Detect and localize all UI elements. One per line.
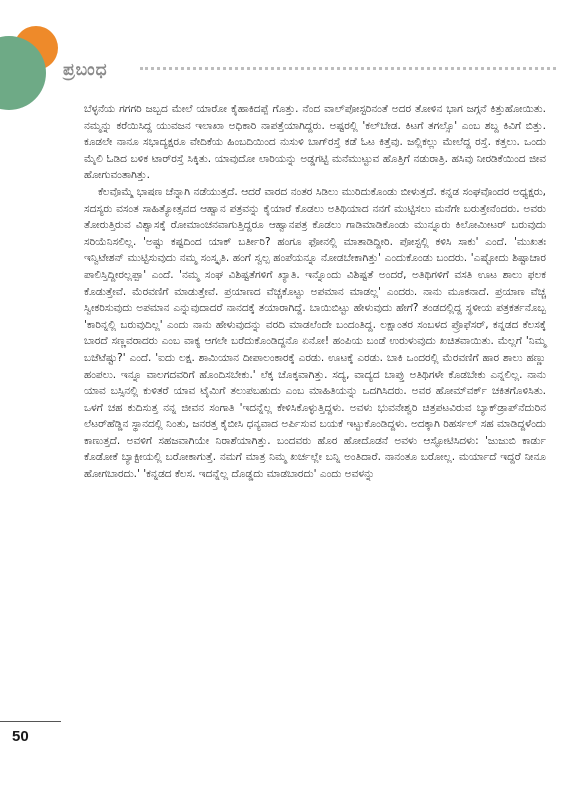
page-number-rule	[0, 721, 61, 722]
page-number: 50	[12, 728, 29, 745]
article-body	[84, 101, 546, 483]
header-dotted-rule	[140, 67, 556, 70]
article-paragraph-1: ಬೆಳ್ಳನೆಯ ಗಗಗರಿ ಜಬ್ಬದ ಮೇಲೆ ಯಾರೋ ಕೈಹಾಕಿದಪ್ಪೆ ಗೊತ್ತು. ನೆಂದ ವಾಲ್‌ಪೋಸ್ಟರಿನಂತೆ ಅದರ ತೋಳಿನ ಭಾಗ ಜಗ್ಗನೆ ಕಿತ್ತುಹೋಯಿತು. ನಮ್ಮನ್ನು ಕರೆಯಿಸಿದ್ದ ಯುವಜನ ಇಲಾಖಾ ಅಧಿಕಾರಿ ನಾಪತ್ತೆಯಾಗಿದ್ದರು. ಅಷ್ಟರಲ್ಲಿ 'ಕಲ್‌ಬೇಡ. ಕಿಟಗೆ ತಗಲ್ಸೊ' ಎಂಬ ಶಬ್ದ ಕಿವಿಗೆ ಬಿತ್ತು. ಕೂಡಲೇ ನಾನೂ ಸಭಾದ್ಯಕ್ಷರೂ ವೇದಿಕೆಯ ಹಿಂಬದಿಯಿಂದ ನುಸುಳಿ ಬಾಗ್‌ರಸ್ತೆ ಕಡೆ ಓಟ ಕಿತ್ತೆವು. ಜಲ್ಲಿಕಲ್ಲು ಮೇಲೆದ್ದ ರಸ್ತೆ. ಕತ್ತಲು. ಒಂದು ಮೈಲಿ ಓಡಿದ ಬಳಿಕ ಟಾರ್‌ರಸ್ತೆ ಸಿಕ್ಕಿತು. ಯಾವುದೋ ಲಾರಿಯನ್ನು ಅಡ್ಡಗಟ್ಟಿ ಮನೆಮುಟ್ಟುವ ಹೊತ್ತಿಗೆ ನಡುರಾತ್ರಿ. ಹಸಿವು ನೀರಡಿಕೆಯಿಂದ ಜೀವ ಹೋಗುವಂತಾಗಿತ್ತು.	[84, 103, 546, 182]
article-paragraph-2: ಕೆಲವೊಮ್ಮೆ ಭಾಷಣ ಚೆನ್ನಾಗಿ ನಡೆಯುತ್ತದೆ. ಆದರೆ ವಾರದ ನಂತರ ಸಿಡಿಲು ಮುರಿದುಕೊಂಡು ಬೀಳುತ್ತದೆ. ಕನ್ನಡ ಸಂಘವೊಂದರ ಅಧ್ಯಕ್ಷರು, ಸದಸ್ಯರು ವಸಂತ ಸಾಹಿತ್ಯೋತ್ಸವದ ಆಹ್ವಾನ ಪತ್ರವನ್ನು ಕೈಯಾರೆ ಕೊಡಲು ಅತಿಥಿಯಾದ ನನಗೆ ಮುಟ್ಟಿಸಲು ಮನೆಗೇ ಬರುತ್ತೇನೆಂದರು. ಅವರು ತೋರುತ್ತಿರುವ ವಿಶ್ವಾಸಕ್ಕೆ ರೋಮಾಂಚನವಾಗುತ್ತಿದ್ದರೂ ಆಹ್ವಾನಪತ್ರ ಕೊಡಲು ಗಾಡಿಮಾಡಿಕೊಂಡು ಮುನ್ನೂರು ಕಿಲೋಮೀಟರ್ ಬರುವುದು ಸರಿಯೆನಿಸಲಿಲ್ಲ. 'ಅಷ್ಟು ಕಷ್ಟದಿಂದ ಯಾಕ್ ಬರ್ತೀರಿ? ಹಂಗೂ ಫೋನಲ್ಲಿ ಮಾತಾಡಿದ್ದೀರಿ. ಪೋಸ್ಟಲ್ಲಿ ಕಳಿಸಿ ಸಾಕು' ಎಂದೆ. 'ಮುಖತಃ ಇನ್ವಿಟೇಶನ್ ಮುಟ್ಟಿಸುವುದು ನಮ್ಮ ಸಂಸ್ಕೃತಿ. ಹಂಗೆ ಸ್ವಲ್ಪ ಹಂಪೆಯನ್ನೂ ನೋಡಬೇಕಾಗಿತ್ತು' ಎಂದುಕೊಂಡು ಬಂದರು. 'ಎಷ್ಟೋದು ಶಿಷ್ಟಾಚಾರ ಪಾಲಿಸ್ತಿದ್ದೀರಲ್ಲಪ್ಪಾ' ಎಂದೆ. 'ನಮ್ಮ ಸಂಘ ವಿಶಿಷ್ಟತೆಗಳಿಗೆ ಖ್ಯಾತಿ. ಇನ್ನೊಂದು ವಿಶಿಷ್ಟತೆ ಅಂದರೆ, ಅತಿಥಿಗಳಿಗೆ ವಸತಿ ಊಟ ಶಾಲು ಫಲಕ ಕೊಡುತ್ತೇವೆ. ಮೆರವಣಿಗೆ ಮಾಡುತ್ತೇವೆ. ಪ್ರಯಾಣದ ವೆಚ್ಚಕೊಟ್ಟು ಅಪಮಾನ ಮಾಡಲ್ಲ' ಎಂದರು. ನಾನು ಮೂಕನಾದೆ. ಪ್ರಯಾಣ ವೆಚ್ಚ ಸ್ವೀಕರಿಸುವುದು ಅಪಮಾನ ಎನ್ನುವುದಾದರೆ ನಾನದಕ್ಕೆ ತಯಾರಾಗಿದ್ದೆ. ಬಾಯಿಬಿಟ್ಟು ಹೇಳುವುದು ಹೇಗೆ? ತಂಡದಲ್ಲಿದ್ದ ಸ್ಥಳೀಯ ಪತ್ರಕರ್ತನೊಬ್ಬ 'ಕಾರಿನ್ನಲ್ಲಿ ಬರುವುದಿಲ್ಲ' ಎಂದು ನಾನು ಹೇಳುವುದನ್ನು ವರದಿ ಮಾಡಲೆಂದೇ ಬಂದಂತಿದ್ದ. ಲಕ್ಷಾಂತರ ಸಂಬಳದ ಪ್ರೊಫೆಸರ್, ಕನ್ನಡದ ಕೆಲಸಕ್ಕೆ ಬಾರದೆ ಸಣ್ಣವರಾದರು ಎಂಬ ವಾಕ್ಯ ಆಗಲೇ ಬರೆದುಕೊಂಡಿದ್ದನೊ ಏನೋ! ಹಂಪಿಯ ಬಂಡೆ ಉರುಳುವುದು ಖಚಿತವಾಯಿತು. ಮೆಲ್ಲಗೆ 'ನಿಮ್ಮ ಬಜೆಟೆಷ್ಟು?' ಎಂದೆ. 'ಐದು ಲಕ್ಷ. ಶಾಮಿಯಾನ ದೀಪಾಲಂಕಾರಕ್ಕೆ ಎರಡು. ಊಟಕ್ಕೆ ಎರಡು. ಬಾಕಿ ಒಂದರಲ್ಲಿ ಮೆರವಣಿಗೆ ಹಾರ ಶಾಲು ಹಣ್ಣು ಹಂಪಲು. ಇನ್ನೂ ವಾಲಗದವರಿಗೆ ಹೊಂದಿಸಬೇಕು.' ಲೆಕ್ಕ ಚೊಕ್ಕವಾಗಿತ್ತು. ಸದ್ಯ, ವಾದ್ಯದ ಬಾಪ್ತು ಅತಿಥಿಗಳೇ ಕೊಡಬೇಕು ಎನ್ನಲಿಲ್ಲ. ನಾನು ಯಾವ ಬಸ್ಸಿನಲ್ಲಿ ಕುಳಿತರೆ ಯಾವ ಟೈಮಿಗೆ ತಲುಪಬಹುದು ಎಂಬ ಮಾಹಿತಿಯನ್ನು ಒದಗಿಸಿದರು. ಅವರ ಹೋಮ್‌ವರ್ಕ್ ಚಕಿತಗೊಳಿಸಿತು. ಒಳಗೆ ಚಹ ಕುದಿಸುತ್ತ ನನ್ನ ಜೀವನ ಸಂಗಾತಿ 'ಇದನ್ನೆಲ್ಲ ಕೇಳಿಸಿಕೊಳ್ಳುತ್ತಿದ್ದಳು. ಅವಳು ಭುವನೇಶ್ವರಿ ಚಿತ್ರಪಟವಿರುವ ಬ್ಯಾಕ್‌ಡ್ರಾಪ್‌ನೆದುರಿನ ಲೆಟರ್‌ಹೆಡ್ಡಿನ ಸ್ಥಾನದಲ್ಲಿ ನಿಂತು, ಜನರತ್ತ ಕೈಬೀಸಿ ಧನ್ಯವಾದ ಅರ್ಪಿಸುವ ಬಯಕೆ ಇಟ್ಟುಕೊಂಡಿದ್ದಳು. ಅದಕ್ಕಾಗಿ ರಿಹರ್ಸಲ್ ಸಹ ಮಾಡಿದ್ದಳೆಂದು ಕಾಣುತ್ತದೆ. ಅವಳಿಗೆ ಸಹಜವಾಗಿಯೇ ನಿರಾಶೆಯಾಗಿತ್ತು. ಬಂದವರು ಹೊರ ಹೋದೊಡನೆ ಅವಳು ಆಸ್ಫೋಟಿಸಿದಳು: 'ಜುಜುಬಿ ಕಾರ್ಡು ಕೊಡೋಕೆ ಬ್ಯಾಕ್ಟೀಯಲ್ಲಿ ಬರೋಕಾಗುತ್ತೆ. ನಮಗೆ ಮಾತ್ರ ನಿಮ್ಮ ಖರ್ಚಲ್ಲೇ ಬನ್ನಿ ಅಂತಿದಾರೆ. ನಾನಂತೂ ಬರೋಲ್ಲ. ಮರ್ಯಾದೆ ಇದ್ದರೆ ನೀನೂ ಹೋಗಬಾರದು.' 'ಕನ್ನಡದ ಕೆಲಸ. ಇದನ್ನೆಲ್ಲ ದೊಡ್ಡದು ಮಾಡಬಾರದು' ಎಂದು ಅವಳನ್ನು	[84, 185, 546, 481]
section-label: ಪ್ರಬಂಧ	[63, 60, 108, 80]
